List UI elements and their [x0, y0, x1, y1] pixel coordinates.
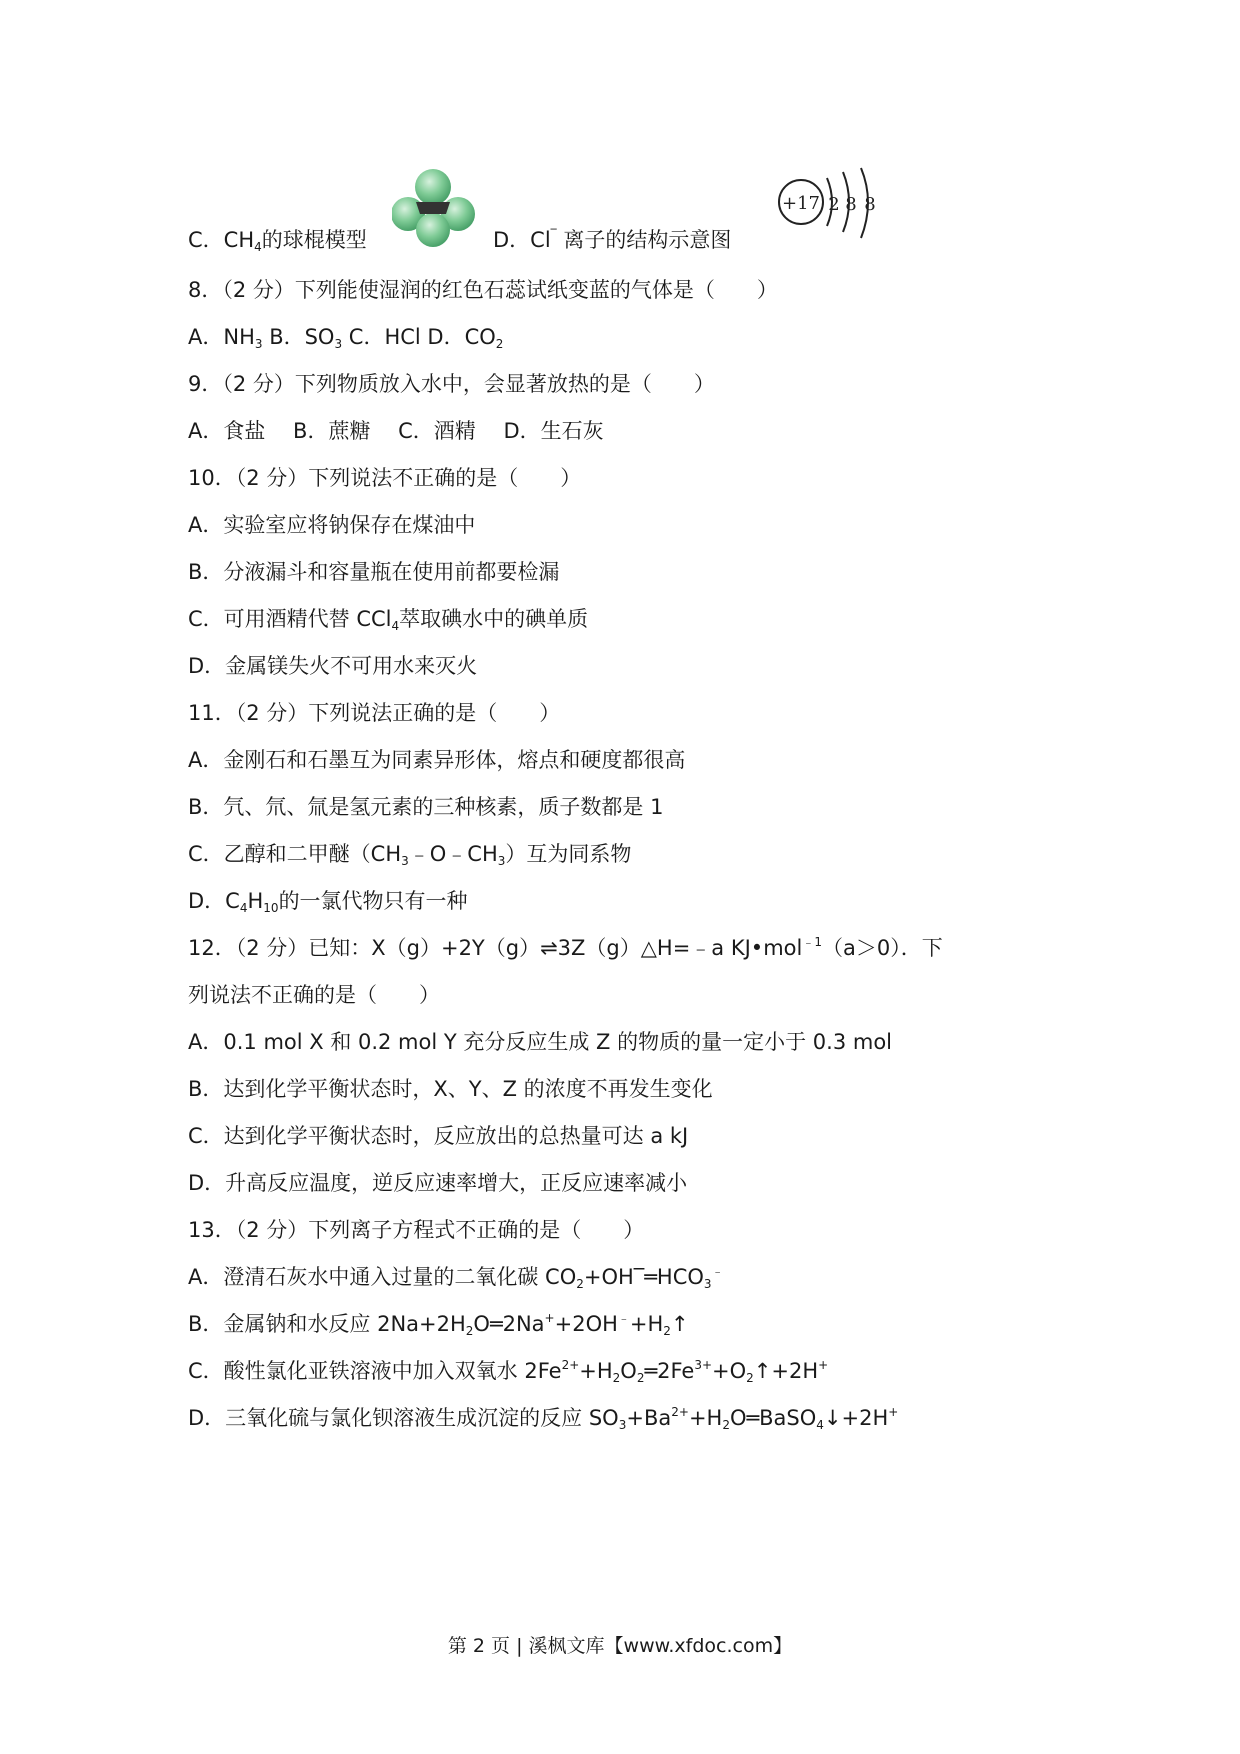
q11-option-c: C．乙醇和二甲醚$(CH_3﹣O﹣CH_3)$互为同系物 — [188, 842, 632, 868]
q10-stem: 10．（2 分）下列说法不正确的是（ ） — [188, 466, 582, 490]
q9-options: A．食盐 B．蔗糖 C．酒精 D．生石灰 — [188, 419, 604, 443]
q13-option-c: C．酸性氯化亚铁溶液中加入双氧水 $2Fe^{2+}+H_2O_2═2Fe^{3+}+O_2↑+2H^+$ — [188, 1358, 829, 1385]
q11-stem: 11．（2 分）下列说法正确的是（ ） — [188, 701, 561, 725]
q8-options: A．$NH_3$ B．$SO_3$ C．HCl D．$CO_2$ — [188, 325, 504, 351]
q12-option-a: A．0.1 mol X 和 0.2 mol Y 充分反应生成 Z 的物质的量一定小于 0.3 mol — [188, 1030, 893, 1054]
q8-stem: 8．（2 分）下列能使湿润的红色石蕊试纸变蓝的气体是（ ） — [188, 278, 778, 302]
q13-option-d: D．三氧化硫与氯化钡溶液生成沉淀的反应 $SO_3+Ba^{2+}+H_2O═BaSO_4↓+2H^+$ — [188, 1405, 899, 1432]
q12-option-c: C．达到化学平衡状态时，反应放出的总热量可达 a kJ — [188, 1124, 689, 1148]
q13-option-b: B．金属钠和水反应 $2Na+2H_2O═2Na^++2OH^﹣+H_2↑$ — [188, 1311, 689, 1338]
q10-option-b: B．分液漏斗和容量瓶在使用前都要检漏 — [188, 560, 560, 584]
chloride-ion-structure-diagram — [777, 162, 897, 244]
q9-stem: 9．（2 分）下列物质放入水中，会显著放热的是（ ） — [188, 372, 715, 396]
q12-stem-line-2: 列说法不正确的是（ ） — [188, 983, 440, 1007]
q10-option-d: D．金属镁失火不可用水来灭火 — [188, 654, 478, 678]
shell-1-label: 2 — [828, 194, 840, 215]
shell-3-label: 8 — [864, 194, 876, 215]
q7-option-c: C．$CH_4$的球棍模型 — [188, 228, 367, 254]
q13-stem: 13．（2 分）下列离子方程式不正确的是（ ） — [188, 1218, 645, 1242]
q11-option-a: A．金刚石和石墨互为同素异形体，熔点和硬度都很高 — [188, 748, 686, 772]
q11-option-d: D．$C_4H_{10}$的一氯代物只有一种 — [188, 889, 468, 915]
q12-option-b: B．达到化学平衡状态时，X、Y、Z 的浓度不再发生变化 — [188, 1077, 713, 1101]
nucleus-label: +17 — [782, 193, 820, 214]
page-footer: 第 2 页 | 溪枫文库【www.xfdoc.com】 — [447, 1635, 793, 1657]
q10-option-c: C．可用酒精代替 CCl$_4$萃取碘水中的碘单质 — [188, 607, 589, 633]
shell-2-label: 8 — [845, 194, 857, 215]
q11-option-b: B．氕、氘、氚是氢元素的三种核素，质子数都是 1 — [188, 795, 664, 819]
q12-stem-line-1: 12．（2 分）已知：X（g）+2Y（g）⇌3Z（g）△H=﹣a KJ•mol$^{﹣1}$（a＞0）．下 — [188, 935, 943, 960]
q10-option-a: A．实验室应将钠保存在煤油中 — [188, 513, 476, 537]
q13-option-a: A．澄清石灰水中通入过量的二氧化碳 $CO_2+OH‾═HCO_3^﹣$ — [188, 1264, 724, 1291]
ball-stick-model-image — [392, 168, 476, 248]
q12-option-d: D．升高反应温度，逆反应速率增大，正反应速率减小 — [188, 1171, 688, 1195]
q7-option-d: D．Cl‾ 离子的结构示意图 — [493, 227, 732, 252]
